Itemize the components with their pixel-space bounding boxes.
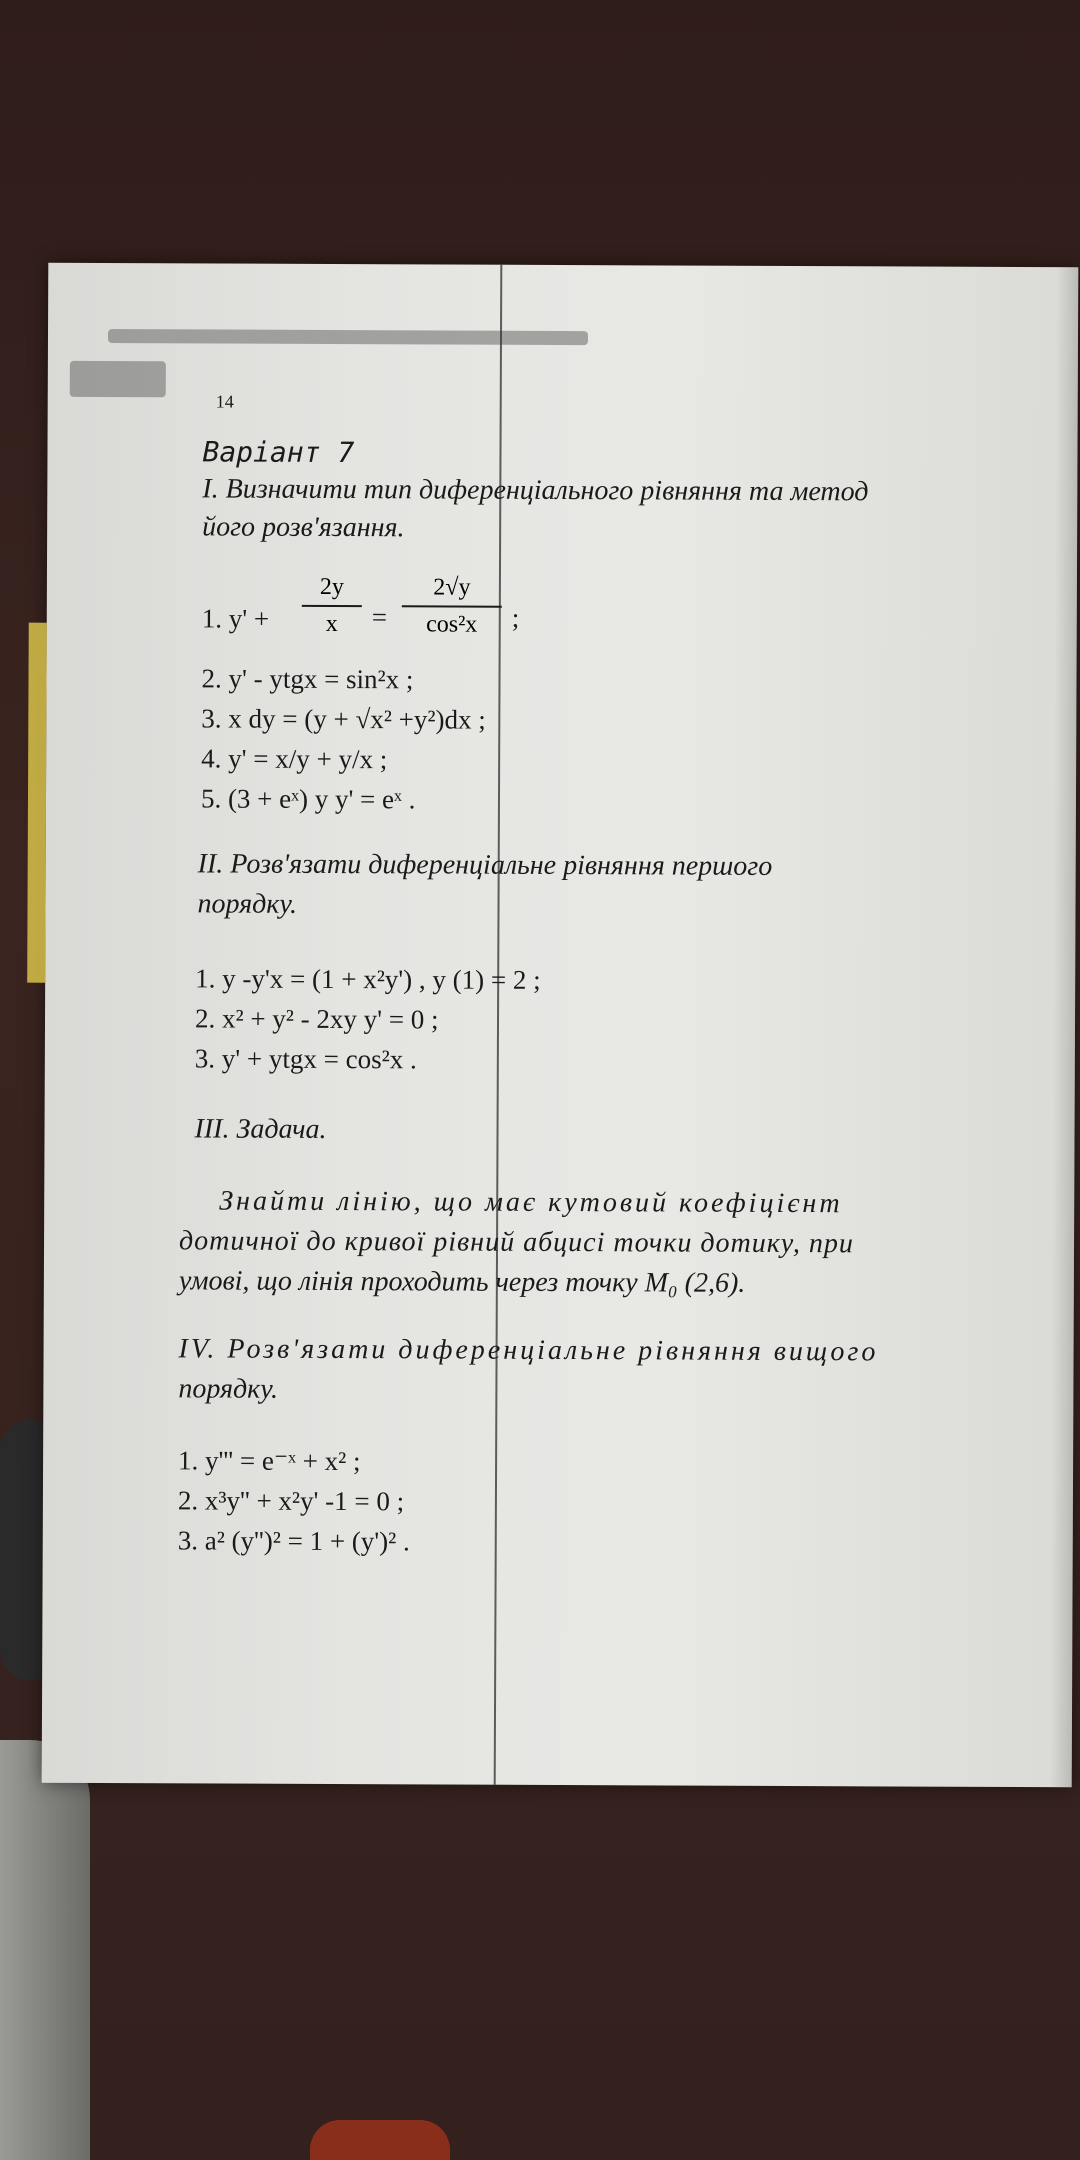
- cloth-background: [0, 1740, 90, 2160]
- s1-eq1-frac2-num: 2√y: [433, 574, 471, 601]
- s4-eq2: 2. x³y'' + x²y' -1 = 0 ;: [177, 1485, 405, 1517]
- section3-line1: Знайти лінію, що має кутовий коефіцієнт: [219, 1185, 843, 1220]
- section1-heading-line2: його розв'язання.: [202, 511, 405, 544]
- document-page: [42, 263, 1079, 1787]
- s1-eq1-frac1: [302, 574, 362, 638]
- variant-title: Варіант 7: [202, 435, 355, 470]
- section1-heading-line1: І. Визначити тип диференціального рівняння та метод: [202, 473, 869, 508]
- page-number: 14: [215, 391, 234, 412]
- s1-eq1-prefix: 1. y' +: [201, 603, 270, 634]
- s1-eq5: 5. (3 + eˣ) y y' = eˣ .: [200, 783, 416, 815]
- s1-eq1-equals: =: [371, 602, 388, 633]
- s1-eq1-frac1-bar: [302, 605, 362, 607]
- s1-eq1-suffix: ;: [511, 602, 520, 633]
- s1-eq1-frac1-den: x: [325, 610, 338, 638]
- yellow-tab: [27, 623, 47, 983]
- s2-eq2: 2. x² + y² - 2xy y' = 0 ;: [194, 1003, 439, 1035]
- section3-heading: III. Задача.: [194, 1113, 327, 1145]
- s4-eq1: 1. y''' = e⁻ˣ + x² ;: [178, 1445, 361, 1477]
- section2-heading-line2: порядку.: [197, 888, 298, 920]
- s1-eq4: 4. y' = x/y + y/x ;: [201, 743, 388, 775]
- s1-eq2: 2. y' - ytgx = sin²x ;: [201, 663, 414, 695]
- s1-eq1-frac2-bar: [402, 605, 502, 607]
- section2-heading-line1: II. Розв'язати диференціальне рівняння першого: [197, 848, 773, 882]
- s2-eq1: 1. y -y'x = (1 + x²y') , y (1) = 2 ;: [195, 963, 541, 995]
- scribble-top: [108, 329, 588, 345]
- s4-eq3: 3. a² (y'')² = 1 + (y')² .: [177, 1525, 410, 1557]
- section3-line2: дотичної до кривої рівний абцисі точки дотику, при: [178, 1225, 854, 1260]
- section3-line3: умові, що лінія проходить через точку M₀ (2,6).: [178, 1265, 746, 1299]
- s1-eq1-frac1-num: 2y: [319, 573, 344, 601]
- section4-heading-line1: IV. Розв'язати диференціальне рівняння вищого: [178, 1333, 879, 1368]
- page-edge-shadow: [1050, 267, 1079, 1787]
- section4-heading-line2: порядку.: [178, 1373, 279, 1405]
- scribble-left: [70, 361, 166, 397]
- s2-eq3: 3. y' + ytgx = cos²x .: [194, 1043, 417, 1075]
- red-object: [310, 2120, 450, 2160]
- s1-eq3: 3. x dy = (y + √x² +y²)dx ;: [201, 703, 486, 735]
- s1-eq1-frac2: [402, 574, 502, 638]
- s1-eq1-frac2-den: cos²x: [426, 611, 478, 638]
